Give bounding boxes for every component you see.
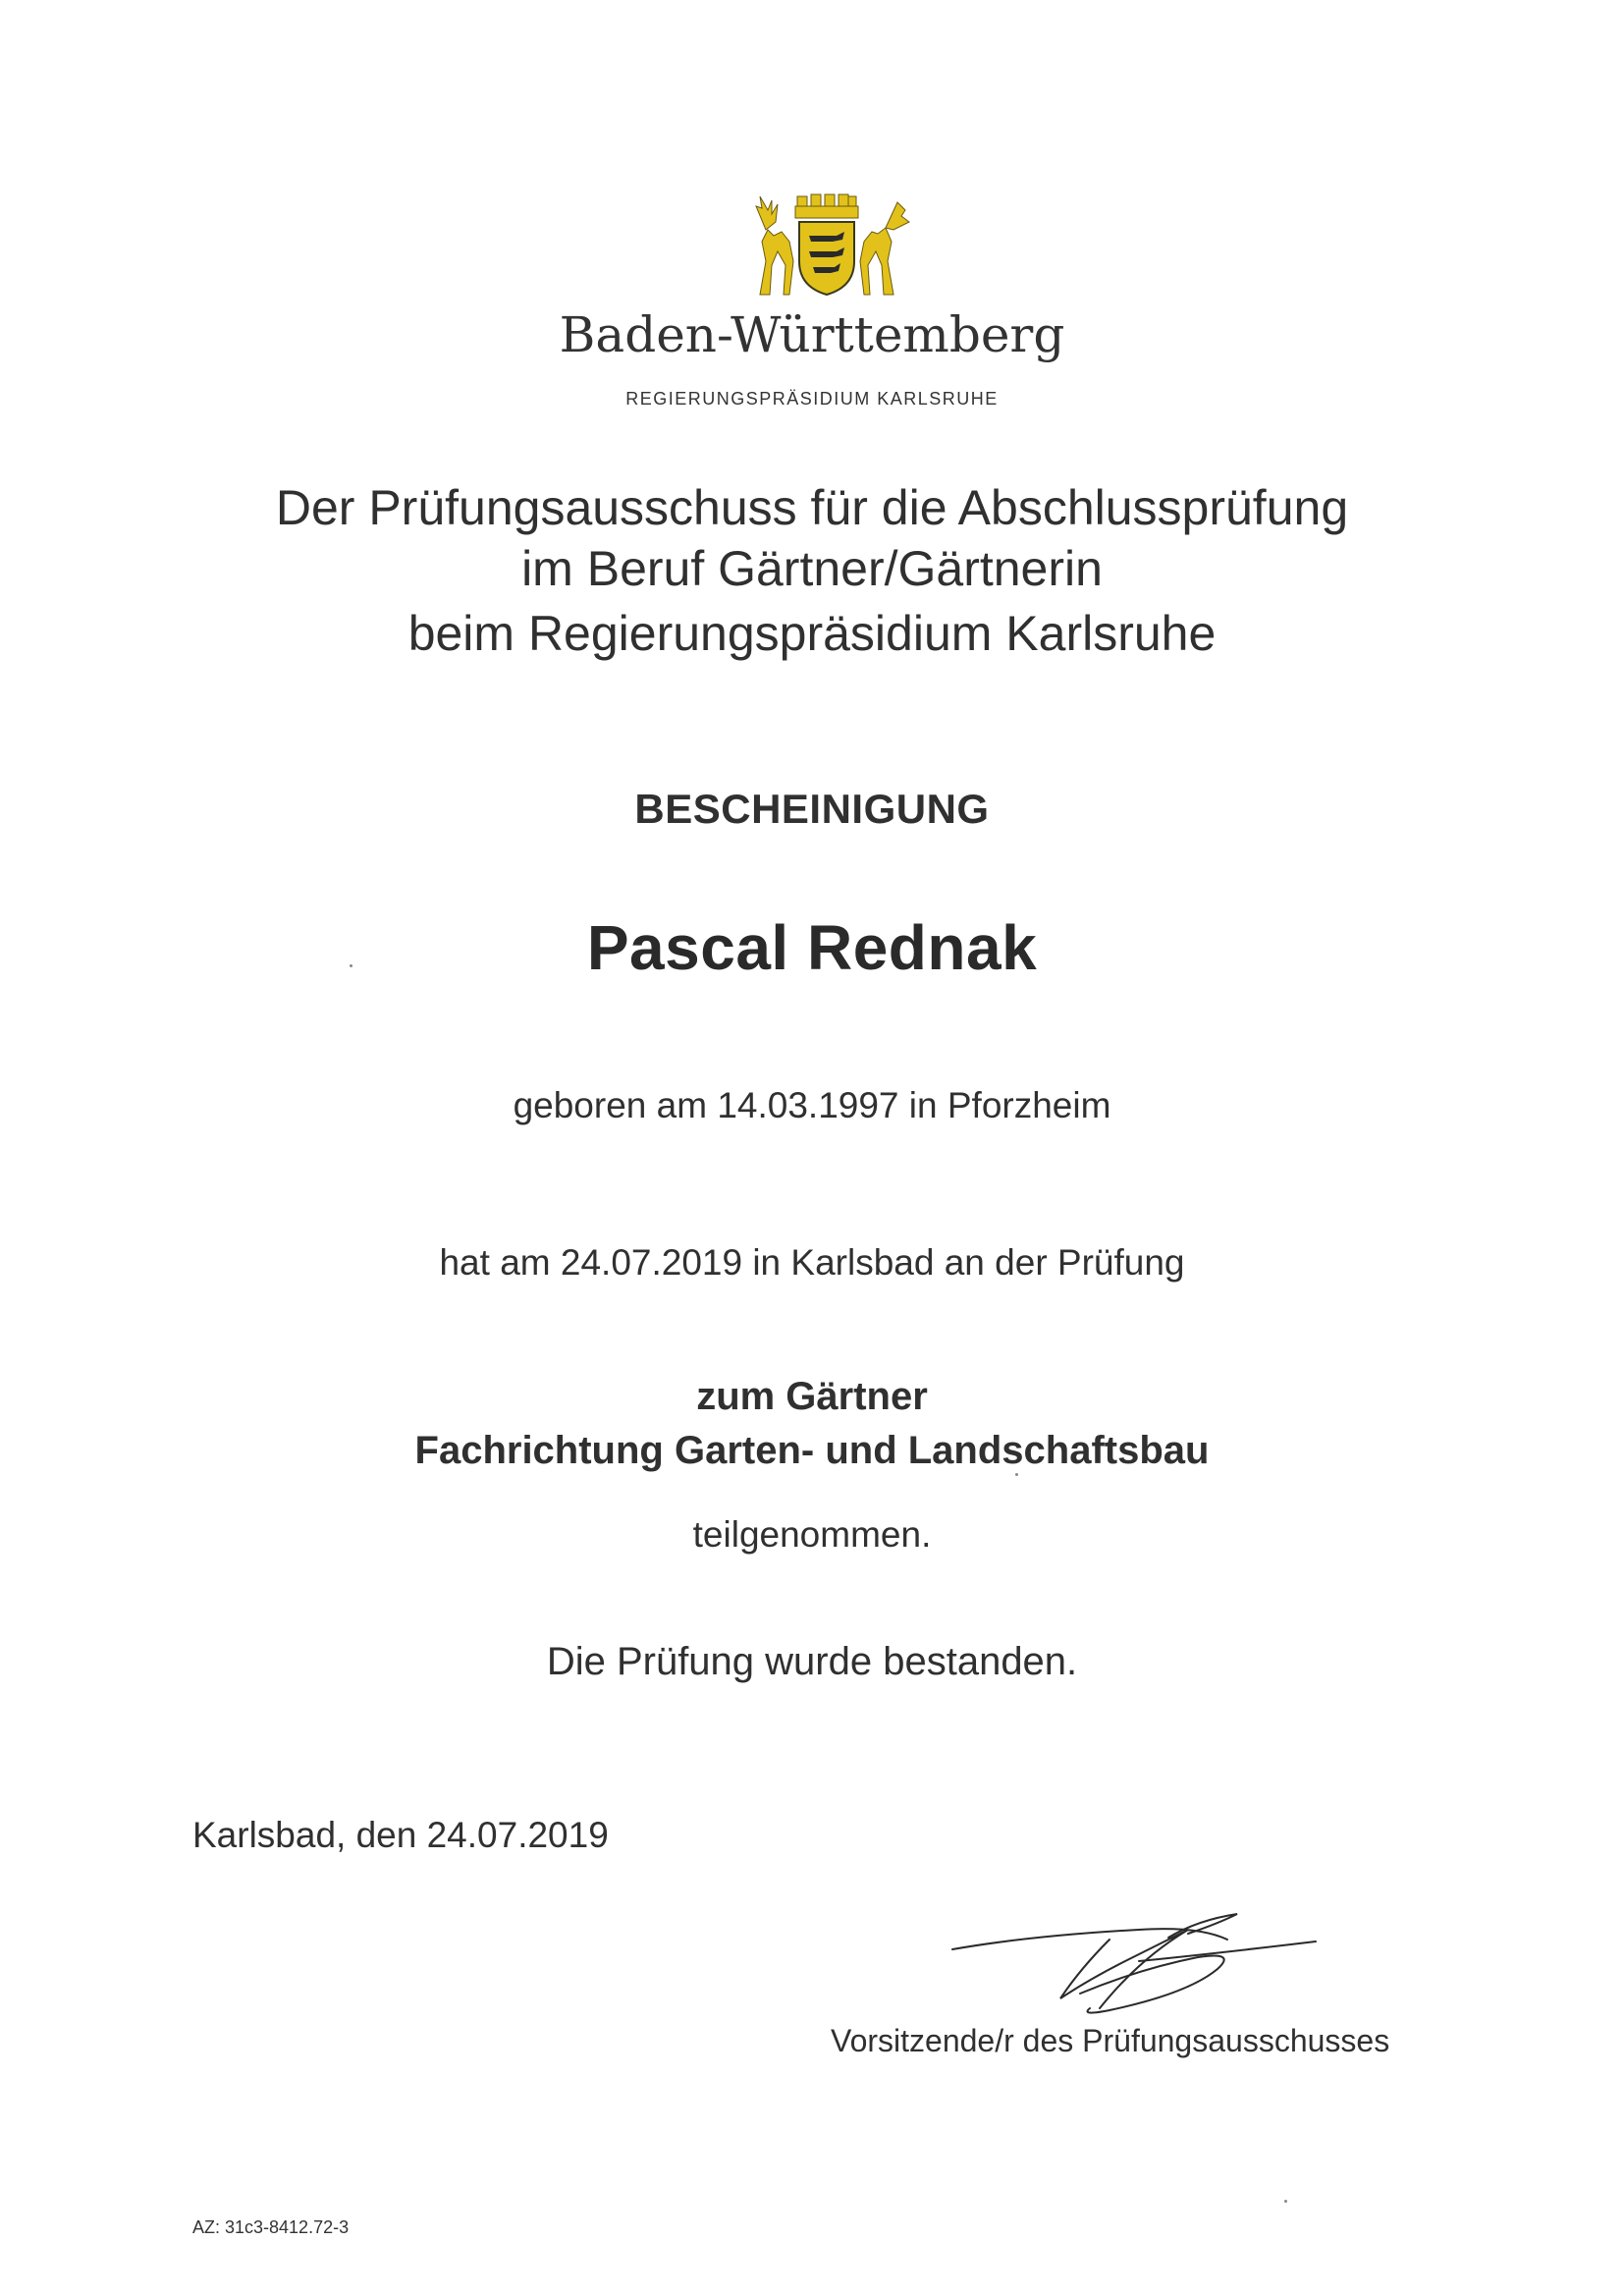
occupation-line-2: Fachrichtung Garten- und Landschaftsbau [414, 1429, 1210, 1472]
exam-result: Die Prüfung wurde bestanden. [546, 1640, 1078, 1683]
committee-line-3: beim Regierungspräsidium Karlsruhe [407, 606, 1217, 661]
participated-text: teilgenommen. [692, 1514, 932, 1555]
exam-info: hat am 24.07.2019 in Karlsbad an der Prüfung [439, 1242, 1185, 1283]
authority-name: REGIERUNGSPRÄSIDIUM KARLSRUHE [625, 389, 999, 409]
scan-speck [1284, 2200, 1287, 2203]
occupation-line-1: zum Gärtner [696, 1375, 928, 1418]
scan-speck [350, 964, 352, 967]
document-type: BESCHEINIGUNG [634, 786, 990, 832]
person-name: Pascal Rednak [586, 912, 1038, 983]
birth-info: geboren am 14.03.1997 in Pforzheim [513, 1085, 1111, 1125]
signature-icon [943, 1900, 1326, 2028]
file-reference: AZ: 31c3-8412.72-3 [192, 2217, 350, 2237]
committee-line-2: im Beruf Gärtner/Gärtnerin [521, 541, 1103, 596]
signer-role: Vorsitzende/r des Prüfungsausschusses [831, 2023, 1390, 2058]
committee-line-1: Der Prüfungsausschuss für die Abschlussprüfung [275, 480, 1349, 535]
scan-speck [1015, 1473, 1018, 1476]
place-and-date: Karlsbad, den 24.07.2019 [192, 1815, 609, 1855]
brand-name: Baden-Württemberg [559, 306, 1065, 363]
coat-of-arms-icon [738, 192, 915, 297]
